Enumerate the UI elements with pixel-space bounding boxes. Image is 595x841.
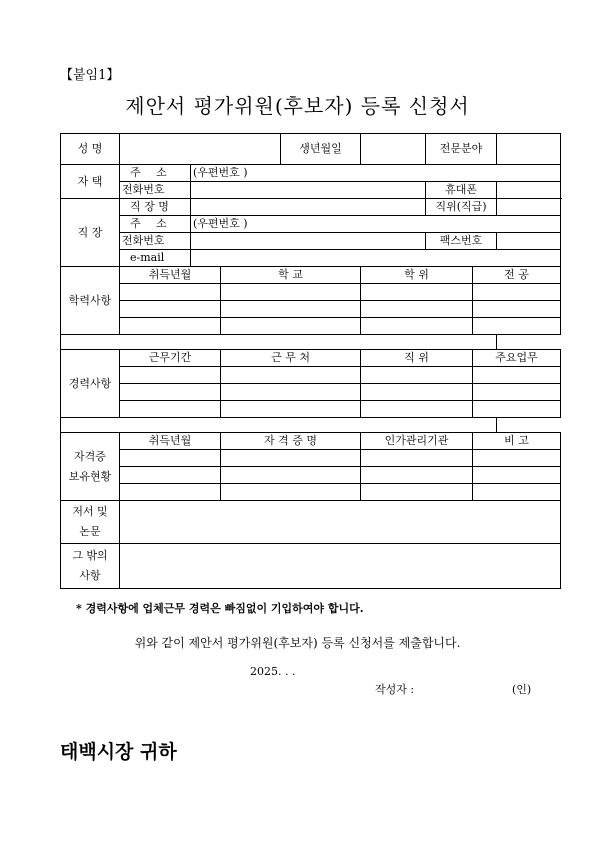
- table-row: [61, 301, 561, 318]
- recipient: 태백시장 귀하: [60, 741, 177, 763]
- license-cell[interactable]: [221, 467, 361, 484]
- home-phone-field[interactable]: [191, 182, 426, 199]
- license-cell[interactable]: [120, 450, 221, 467]
- license-section-label: [61, 433, 120, 501]
- work-phone-field[interactable]: [191, 233, 426, 250]
- position-field[interactable]: [497, 199, 561, 216]
- license-header-remarks: 비 고: [473, 433, 561, 450]
- name-field[interactable]: [120, 134, 281, 165]
- work-phone-label: 전화번호: [120, 233, 191, 250]
- position-label: 직위(직급): [426, 199, 497, 216]
- career-cell[interactable]: [473, 401, 561, 418]
- table-row: [61, 318, 561, 335]
- education-cell[interactable]: [221, 284, 361, 301]
- application-form-table: [60, 133, 561, 589]
- work-address-label: 주 소: [120, 216, 191, 233]
- career-section-label: 경력사항: [61, 350, 120, 418]
- seal-mark: (인): [512, 683, 532, 696]
- education-header-date: 취득년월: [120, 267, 221, 284]
- education-cell[interactable]: [120, 301, 221, 318]
- career-cell[interactable]: [361, 367, 473, 384]
- education-header-degree: 학 위: [361, 267, 473, 284]
- table-row: [61, 467, 561, 484]
- career-header-position: 직 위: [361, 350, 473, 367]
- field-label: 전문분야: [426, 134, 497, 165]
- fax-label: 팩스번호: [426, 233, 497, 250]
- home-section-label: 자 택: [61, 165, 120, 199]
- career-cell[interactable]: [473, 384, 561, 401]
- publications-field[interactable]: [120, 501, 561, 544]
- other-label: [61, 544, 120, 589]
- career-header-company: 근 무 처: [221, 350, 361, 367]
- spacer-row: [61, 335, 497, 350]
- workplace-label: 직 장 명: [120, 199, 191, 216]
- license-cell[interactable]: [221, 484, 361, 501]
- field-field[interactable]: [497, 134, 561, 165]
- education-cell[interactable]: [473, 318, 561, 335]
- license-cell[interactable]: [361, 450, 473, 467]
- name-label: 성 명: [61, 134, 120, 165]
- author-label: 작성자 :: [375, 683, 415, 696]
- education-cell[interactable]: [361, 284, 473, 301]
- attachment-label: 【붙임1】: [60, 68, 120, 83]
- table-row: [61, 284, 561, 301]
- license-label-line2: 보유현황: [68, 469, 112, 483]
- publications-label-line1: 저서 및: [72, 505, 108, 518]
- career-cell[interactable]: [120, 367, 221, 384]
- education-cell[interactable]: [473, 284, 561, 301]
- publications-label: [61, 501, 120, 544]
- home-address-label: 주 소: [120, 165, 191, 182]
- career-cell[interactable]: [361, 384, 473, 401]
- submission-date: 2025. . .: [250, 665, 296, 678]
- publications-label-line2: 논문: [79, 525, 101, 538]
- career-cell[interactable]: [120, 401, 221, 418]
- work-section-label: 직 장: [61, 199, 120, 267]
- mobile-field[interactable]: [497, 182, 561, 199]
- career-note: * 경력사항에 업체근무 경력은 빠짐없이 기입하여야 합니다.: [76, 602, 364, 615]
- career-cell[interactable]: [361, 401, 473, 418]
- license-cell[interactable]: [361, 484, 473, 501]
- license-cell[interactable]: [473, 467, 561, 484]
- workplace-field[interactable]: [191, 199, 426, 216]
- other-label-line1: 그 밖의: [72, 549, 108, 562]
- spacer-row: [61, 418, 497, 433]
- table-row: [61, 384, 561, 401]
- license-cell[interactable]: [120, 484, 221, 501]
- education-section-label: 학력사항: [61, 267, 120, 335]
- career-cell[interactable]: [473, 367, 561, 384]
- submission-statement: 위와 같이 제안서 평가위원(후보자) 등록 신청서를 제출합니다.: [134, 636, 461, 650]
- education-cell[interactable]: [120, 284, 221, 301]
- table-row: [61, 450, 561, 467]
- license-header-date: 취득년월: [120, 433, 221, 450]
- career-cell[interactable]: [221, 401, 361, 418]
- table-row: [61, 367, 561, 384]
- mobile-label: 휴대폰: [426, 182, 497, 199]
- license-header-issuer: 인가관리기관: [361, 433, 473, 450]
- license-cell[interactable]: [221, 450, 361, 467]
- education-cell[interactable]: [361, 301, 473, 318]
- education-cell[interactable]: [473, 301, 561, 318]
- license-cell[interactable]: [473, 484, 561, 501]
- education-cell[interactable]: [120, 318, 221, 335]
- home-phone-label: 전화번호: [120, 182, 191, 199]
- work-address-field[interactable]: (우편번호 ): [191, 216, 561, 233]
- email-field[interactable]: [191, 250, 561, 267]
- home-address-field[interactable]: (우편번호 ): [191, 165, 561, 182]
- license-label-line1: 자격증: [74, 449, 106, 463]
- career-cell[interactable]: [221, 367, 361, 384]
- other-field[interactable]: [120, 544, 561, 589]
- education-cell[interactable]: [361, 318, 473, 335]
- career-cell[interactable]: [221, 384, 361, 401]
- career-header-duty: 주요업무: [473, 350, 561, 367]
- career-cell[interactable]: [120, 384, 221, 401]
- education-cell[interactable]: [221, 318, 361, 335]
- license-cell[interactable]: [361, 467, 473, 484]
- other-label-line2: 사항: [79, 569, 101, 582]
- license-cell[interactable]: [473, 450, 561, 467]
- form-title: 제안서 평가위원(후보자) 등록 신청서: [125, 94, 470, 118]
- birth-label: 생년월일: [281, 134, 361, 165]
- table-row: [61, 484, 561, 501]
- license-header-name: 자 격 증 명: [221, 433, 361, 450]
- table-row: [61, 401, 561, 418]
- email-label: e-mail: [120, 250, 191, 267]
- fax-field[interactable]: [497, 233, 561, 250]
- career-header-period: 근무기간: [120, 350, 221, 367]
- education-header-major: 전 공: [473, 267, 561, 284]
- education-header-school: 학 교: [221, 267, 361, 284]
- education-cell[interactable]: [221, 301, 361, 318]
- birth-field[interactable]: [361, 134, 426, 165]
- license-cell[interactable]: [120, 467, 221, 484]
